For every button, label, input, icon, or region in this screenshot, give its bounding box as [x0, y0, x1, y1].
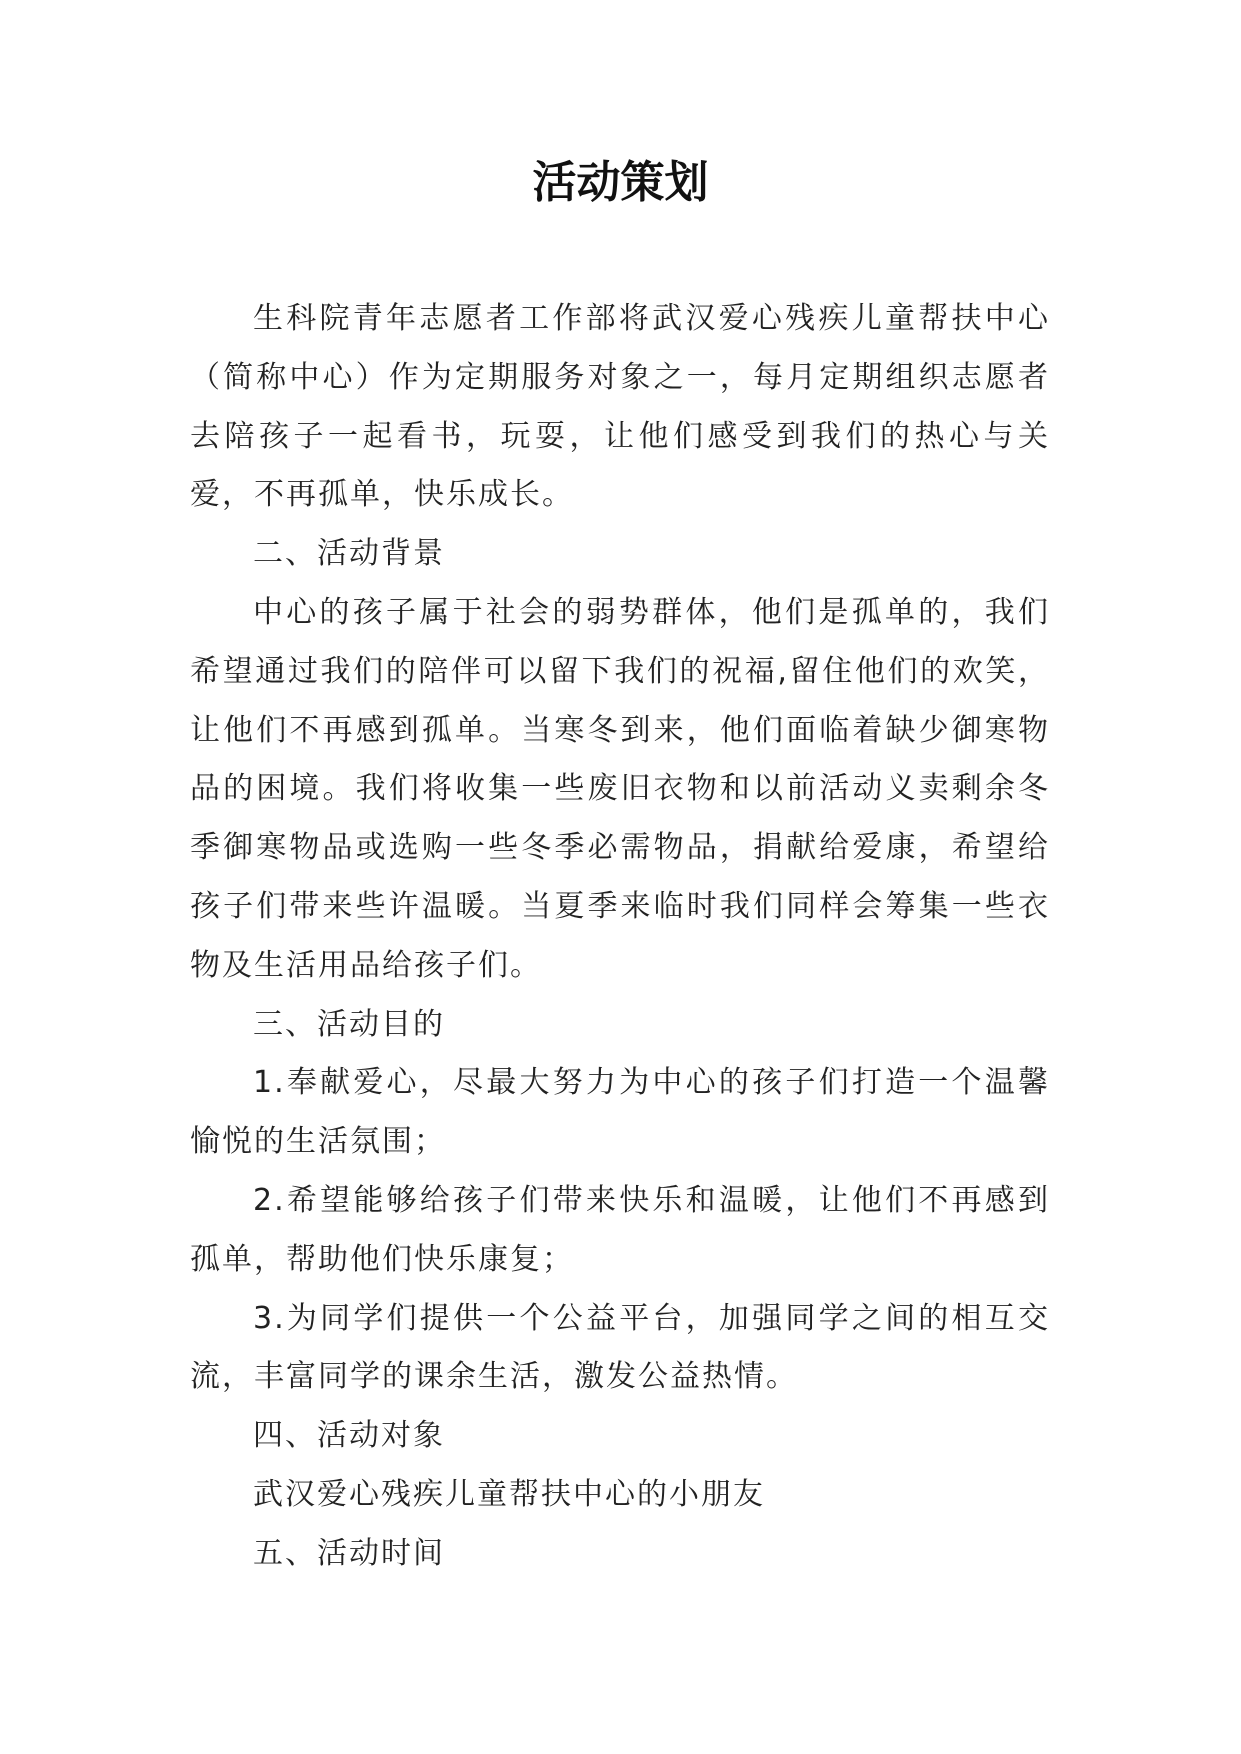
- document-body: [190, 290, 1050, 1584]
- background-paragraph: 中心的孩子属于社会的弱势群体，他们是孤单的，我们希望通过我们的陪伴可以留下我们的祝福,留住他们的欢笑，让他们不再感到孤单。当寒冬到来，他们面临着缺少御寒物品的困境。我们将收集一些废旧衣物和以前活动义卖剩余冬季御寒物品或选购一些冬季必需物品，捐献给爱康，希望给孩子们带来些许温暖。当夏季来临时我们同样会筹集一些衣物及生活用品给孩子们。: [190, 594, 1050, 983]
- section-heading-purpose: 三、活动目的: [253, 1006, 445, 1042]
- purpose-item-3: 3.为同学们提供一个公益平台，加强同学之间的相互交流，丰富同学的课余生活，激发公益热情。: [190, 1300, 1050, 1395]
- document-title: 活动策划: [532, 157, 709, 208]
- target-paragraph: 武汉爱心残疾儿童帮扶中心的小朋友: [253, 1476, 765, 1512]
- intro-paragraph: 生科院青年志愿者工作部将武汉爱心残疾儿童帮扶中心（简称中心）作为定期服务对象之一，每月定期组织志愿者去陪孩子一起看书，玩耍，让他们感受到我们的热心与关爱，不再孤单，快乐成长。: [190, 301, 1050, 513]
- purpose-item-1: 1.奉献爱心，尽最大努力为中心的孩子们打造一个温馨愉悦的生活氛围；: [190, 1065, 1050, 1160]
- purpose-item-2: 2.希望能够给孩子们带来快乐和温暖，让他们不再感到孤单，帮助他们快乐康复；: [190, 1182, 1050, 1277]
- section-heading-background: 二、活动背景: [253, 536, 445, 572]
- section-heading-time: 五、活动时间: [253, 1535, 445, 1571]
- section-heading-target: 四、活动对象: [253, 1418, 445, 1454]
